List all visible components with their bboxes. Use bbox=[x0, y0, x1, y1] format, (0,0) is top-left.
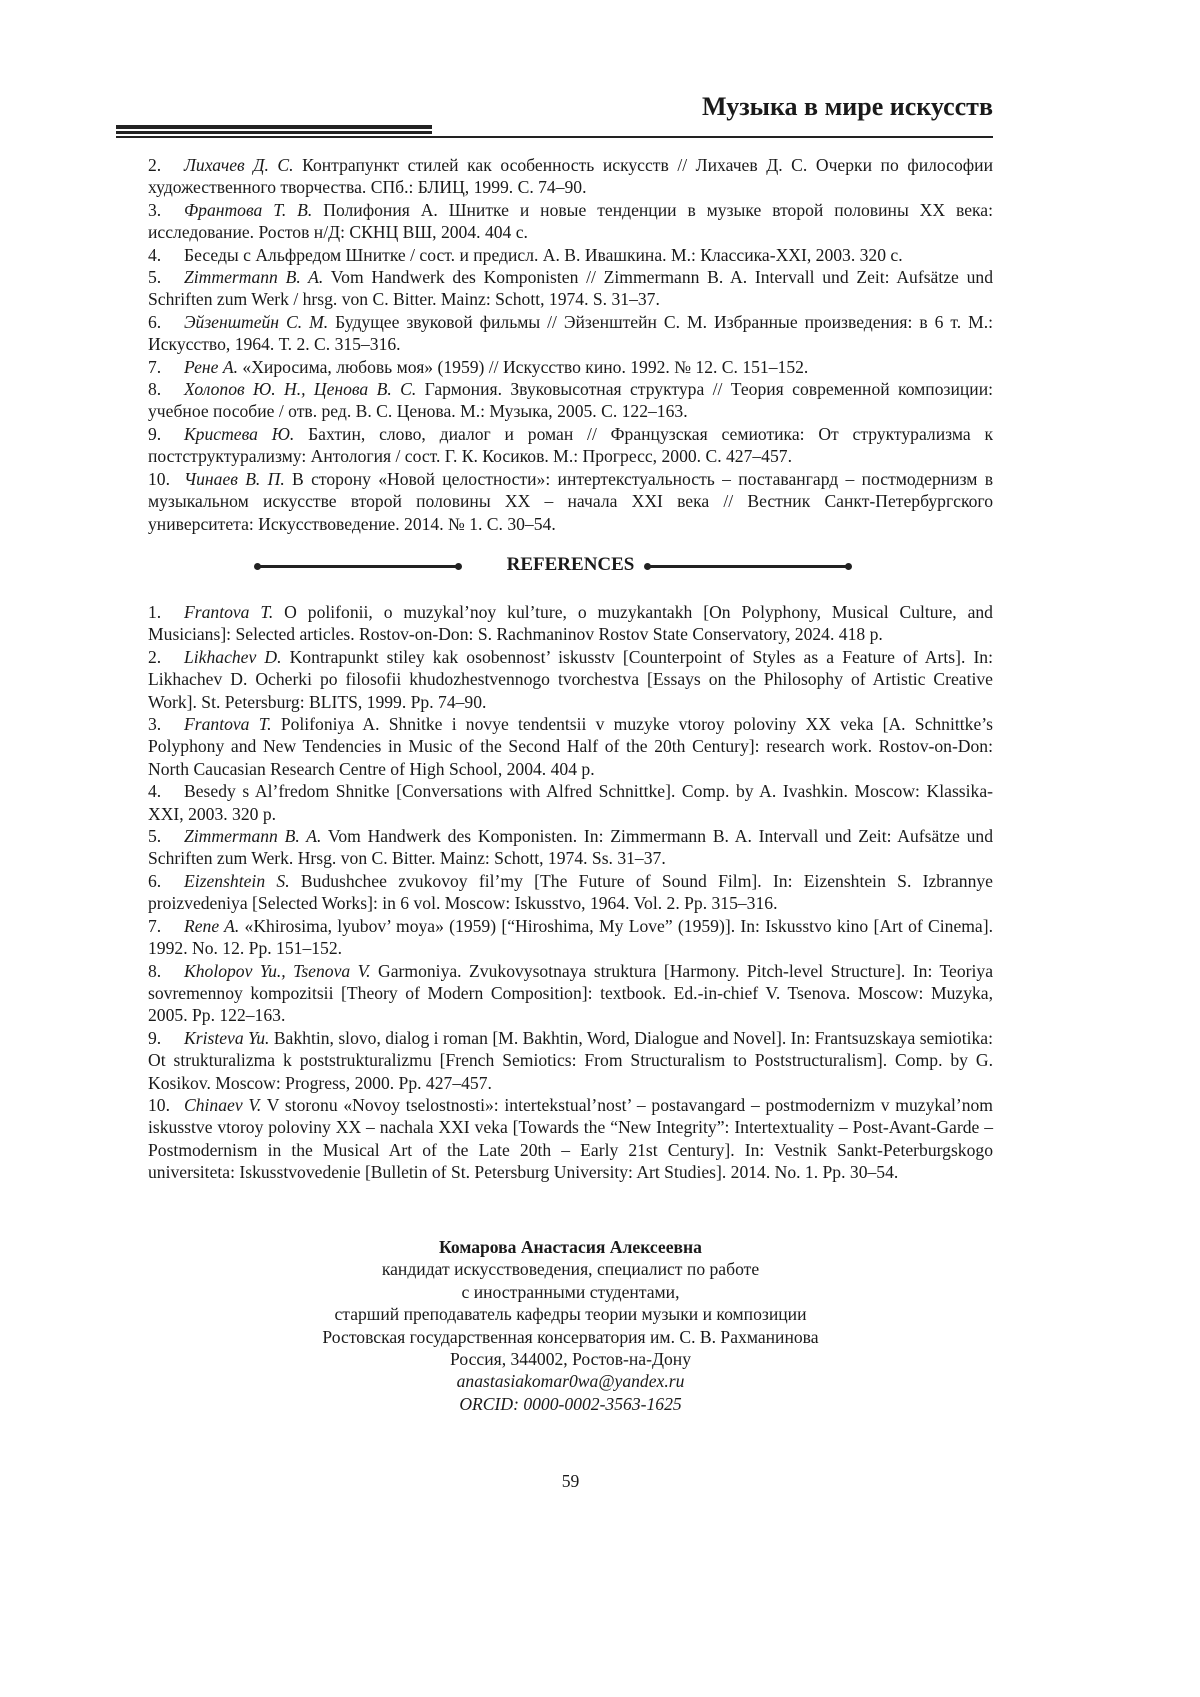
reference-entry bbox=[148, 601, 993, 646]
reference-text: Будущее звуковой фильмы // Эйзенштейн С. М. Избранные произведения: в 6 т. М.: Искусство, 1964. Т. 2. С. 315–316. bbox=[148, 311, 993, 355]
author-name: Комарова Анастасия Алексеевна bbox=[439, 1237, 702, 1257]
reference-entry bbox=[148, 468, 993, 535]
author-affiliation: Ростовская государственная консерватория им. С. В. Рахманинова bbox=[322, 1326, 819, 1347]
reference-entry bbox=[148, 915, 993, 960]
author-email[interactable]: anastasiakomar0wa@yandex.ru bbox=[456, 1371, 685, 1392]
reference-author: Холопов Ю. Н., Ценова В. С. bbox=[184, 379, 417, 400]
page-number: 59 bbox=[561, 1471, 580, 1491]
author-degree: кандидат искусствоведения, специалист по работе bbox=[381, 1259, 760, 1280]
reference-text: «Хиросима, любовь моя» (1959) // Искусство кино. 1992. № 12. С. 151–152. bbox=[238, 356, 809, 377]
author-title: старший преподаватель кафедры теории музыки и композиции bbox=[334, 1304, 807, 1325]
reference-entry bbox=[148, 1027, 993, 1094]
english-reference-list bbox=[148, 601, 993, 1184]
reference-author: Кристева Ю. bbox=[184, 423, 295, 444]
reference-entry bbox=[148, 199, 993, 244]
reference-entry bbox=[148, 356, 993, 378]
reference-number: 10. bbox=[148, 1094, 170, 1115]
references-heading: REFERENCES bbox=[506, 554, 635, 575]
russian-reference-list bbox=[148, 154, 993, 535]
reference-number: 8. bbox=[148, 960, 162, 981]
reference-entry bbox=[148, 266, 993, 311]
reference-entry bbox=[148, 244, 993, 266]
author-orcid: ORCID: 0000-0002-3563-1625 bbox=[459, 1393, 682, 1414]
reference-text: Vom Handwerk des Komponisten. In: Zimmermann B. A. Intervall und Zeit: Aufsätze und Schriften zum Werk. Hrsg. von C. Bitter. Mainz: Schott, 1974. Ss. 31–37. bbox=[148, 826, 994, 869]
reference-number: 5. bbox=[148, 267, 162, 288]
reference-author: Франтова Т. В. bbox=[184, 199, 313, 220]
reference-author: Zimmermann B. A. bbox=[184, 826, 322, 847]
reference-number: 7. bbox=[148, 915, 162, 936]
reference-author: Kristeva Yu. bbox=[184, 1027, 270, 1048]
reference-number: 1. bbox=[148, 602, 162, 622]
reference-text: «Khirosima, lyubov’ moya» (1959) [“Hiroshima, My Love” (1959)]. In: Iskusstvo kino [Art of Cinema]. 1992. No. 12. Pp. 151–152. bbox=[148, 915, 994, 959]
reference-author: Frantova T. bbox=[184, 714, 272, 735]
reference-text: Контрапункт стилей как особенность искусств // Лихачев Д. С. Очерки по философии художественного творчества. СПб.: БЛИЦ, 1999. С. 74–90. bbox=[148, 155, 994, 198]
reference-text: O polifonii, o muzykal’noy kul’ture, o muzykantakh [On Polyphony, Musical Culture, and Musicians]: Selected articles. Rostov-on-Don: S. Rachmaninov Rostov State Conservatory, 2024. 418 p. bbox=[148, 602, 993, 645]
reference-text: Полифония А. Шнитке и новые тенденции в музыке второй половины XX века: исследование. Ростов н/Д: СКНЦ ВШ, 2004. 404 с. bbox=[148, 199, 993, 243]
reference-text: Besedy s Al’fredom Shnitke [Conversations with Alfred Schnittke]. Comp. by A. Ivashkin. Moscow: Klassika-XXI, 2003. 320 p. bbox=[148, 781, 993, 824]
reference-text: Бахтин, слово, диалог и роман // Французская семиотика: От структурализма к постструктурализму: Антология / сост. Г. К. Косиков. М.: Прогресс, 2000. С. 427–457. bbox=[148, 423, 993, 467]
reference-entry bbox=[148, 646, 993, 713]
reference-number: 3. bbox=[148, 199, 162, 220]
author-position: с иностранными студентами, bbox=[461, 1281, 680, 1302]
reference-author: Rene A. bbox=[184, 915, 240, 936]
reference-text: Bakhtin, slovo, dialog i roman [M. Bakhtin, Word, Dialogue and Novel]. In: Frantsuzskaya semiotika: Ot strukturalizma k poststrukturalizmu [French Semiotics: From Structuralism to Poststructuralism]. Comp. by G. Kosikov. Moscow: Progress, 2000. Pp. 427–457. bbox=[148, 1027, 993, 1093]
reference-author: Likhachev D. bbox=[184, 646, 282, 667]
reference-number: 4. bbox=[148, 781, 162, 802]
reference-entry bbox=[148, 780, 993, 825]
reference-author: Eizenshtein S. bbox=[184, 870, 290, 891]
reference-text: Беседы с Альфредом Шнитке / сост. и предисл. А. В. Ивашкина. М.: Классика-XXI, 2003. 320 с. bbox=[184, 244, 903, 265]
reference-number: 8. bbox=[148, 379, 162, 400]
reference-number: 5. bbox=[148, 826, 162, 847]
reference-entry bbox=[148, 423, 993, 468]
reference-entry bbox=[148, 713, 993, 780]
reference-number: 9. bbox=[148, 423, 162, 444]
reference-number: 10. bbox=[148, 468, 170, 489]
reference-author: Frantova T. bbox=[184, 602, 274, 622]
reference-text: В сторону «Новой целостности»: интертекстуальность – поставангард – постмодернизм в музыкальном искусстве второй половины XX – начала XXI века // Вестник Санкт-Петербургского университета: Искусствоведение. 2014. № 1. С. 30–54. bbox=[148, 468, 994, 534]
reference-entry bbox=[148, 960, 993, 1027]
reference-text: Kontrapunkt stiley kak osobennost’ iskusstv [Counterpoint of Styles as a Feature of Arts]. In: Likhachev D. Ocherki po filosofii khudozhestvennogo tvorchestva [Essays on the Philosophy of Artistic Creative Work]. St. Petersburg: BLITS, 1999. Pp. 74–90. bbox=[148, 646, 993, 712]
running-header-title: Музыка в мире искусств bbox=[702, 92, 993, 121]
reference-number: 4. bbox=[148, 244, 162, 265]
reference-entry bbox=[148, 154, 993, 199]
reference-author: Kholopov Yu., Tsenova V. bbox=[184, 960, 371, 981]
reference-number: 2. bbox=[148, 646, 162, 667]
reference-author: Чинаев В. П. bbox=[184, 468, 285, 489]
reference-text: Budushchee zvukovoy fil’my [The Future of Sound Film]. In: Eizenshtein S. Izbrannye proizvedeniya [Selected Works]: in 6 vol. Moscow: Iskusstvo, 1964. Vol. 2. Pp. 315–316. bbox=[148, 870, 993, 914]
reference-number: 6. bbox=[148, 311, 162, 332]
reference-text: Polifoniya A. Shnitke i novye tendentsii v muzyke vtoroy poloviny XX veka [A. Schnittke’s Polyphony and New Tendencies in Music of the Second Half of the 20th Century]: research work. Rostov-on-Don: North Caucasian Research Centre of High School, 2004. 404 p. bbox=[148, 714, 993, 779]
reference-number: 2. bbox=[148, 155, 162, 175]
reference-author: Рене А. bbox=[184, 356, 239, 377]
ornament-right bbox=[648, 565, 848, 568]
author-address: Россия, 344002, Ростов-на-Дону bbox=[450, 1349, 691, 1370]
header-rule-thin bbox=[116, 136, 993, 138]
reference-number: 9. bbox=[148, 1027, 162, 1048]
reference-author: Эйзенштейн С. М. bbox=[184, 311, 329, 332]
author-block bbox=[148, 1236, 993, 1415]
header-rule-thick-2 bbox=[116, 131, 432, 134]
reference-number: 3. bbox=[148, 714, 162, 735]
reference-text: Гармония. Звуковысотная структура // Теория современной композиции: учебное пособие / отв. ред. В. С. Ценова. М.: Музыка, 2005. С. 122–163. bbox=[148, 379, 993, 422]
reference-entry bbox=[148, 311, 993, 356]
reference-entry bbox=[148, 870, 993, 915]
reference-entry bbox=[148, 825, 993, 870]
reference-text: V storonu «Novoy tselostnosti»: intertekstual’nost’ – postavangard – postmodernizm v muzykal’nom iskusstve vtoroy poloviny XX – nachala XXI veka [Towards the “New Integrity”: Intertextuality – Post-Avant-Garde – Postmodernism in the Musical Art of the Late 20th – Early 21st Century]. In: Vestnik Sankt-Peterburgskogo universiteta: Iskusstvovedenie [Bulletin of St. Petersburg University: Art Studies]. 2014. No. 1. Pp. 30–54. bbox=[148, 1094, 993, 1183]
reference-author: Chinaev V. bbox=[184, 1094, 262, 1115]
reference-text: Vom Handwerk des Komponisten // Zimmermann B. A. Intervall und Zeit: Aufsätze und Schriften zum Werk / hrsg. von C. Bitter. Mainz: Schott, 1974. S. 31–37. bbox=[148, 267, 993, 310]
reference-author: Лихачев Д. С. bbox=[184, 155, 294, 175]
reference-author: Zimmermann B. A. bbox=[184, 267, 324, 288]
reference-entry bbox=[148, 1094, 993, 1184]
reference-entry bbox=[148, 378, 993, 423]
reference-number: 6. bbox=[148, 870, 162, 891]
reference-text: Garmoniya. Zvukovysotnaya struktura [Harmony. Pitch-level Structure]. In: Teoriya sovremennoy kompozitsii [Theory of Modern Composition]: textbook. Ed.-in-chief V. Tsenova. Moscow: Muzyka, 2005. Pp. 122–163. bbox=[148, 960, 994, 1026]
header-rule-thick bbox=[116, 125, 432, 129]
reference-number: 7. bbox=[148, 356, 162, 377]
